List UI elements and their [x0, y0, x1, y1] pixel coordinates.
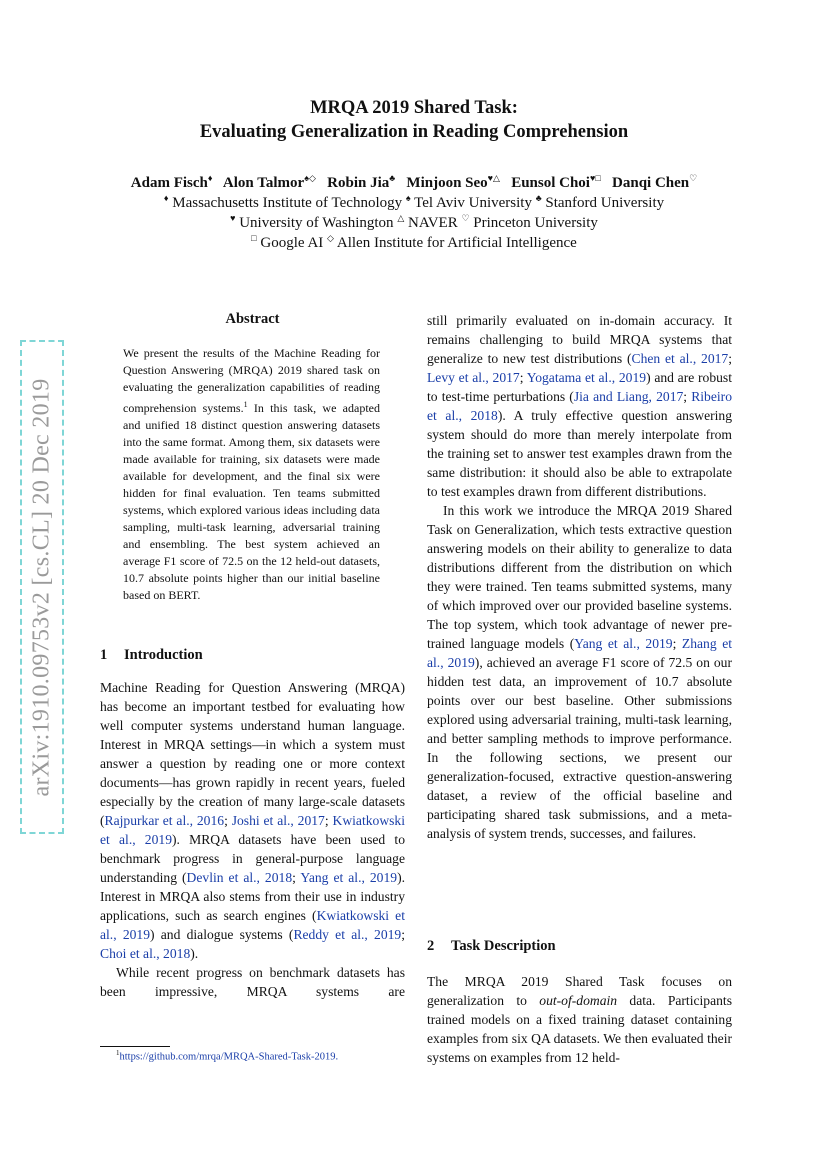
paper-title [0, 96, 828, 144]
citation-link[interactable]: Chen et al., 2017 [631, 351, 729, 366]
citation-link[interactable]: Jia and Liang, 2017 [573, 389, 684, 404]
citation-link[interactable]: Yang et al., 2019 [300, 870, 398, 885]
author: Adam Fisch♦ [130, 173, 213, 191]
citation-link[interactable]: Ribeiro et al., 2018 [427, 389, 732, 423]
intro-paragraph-1: Machine Reading for Question Answering (MRQA) has become an important testbed for evaluating how well computer systems understand human language. Interest in MRQA settings—in which a system must answer a question by reading one or more context documents—has grown rapidly in recent years, fueled especially by the creation of many large-scale datasets (Rajpurkar et al., 2016; Joshi et al., 2017; Kwiatkowski et al., 2019). MRQA datasets have been used to benchmark progress in general-purpose language understanding (Devlin et al., 2018; Yang et al., 2019). Interest in MRQA also stems from their use in industry applications, such as search engines (Kwiatkowski et al., 2019) and dialogue systems (Reddy et al., 2019; Choi et al., 2018). [100, 680, 405, 961]
author: Minjoon Seo♥△ [406, 173, 500, 191]
intro-paragraph-3: In this work we introduce the MRQA 2019 Shared Task on Generalization, which tests extractive question answering models on their ability to generalize to data distributions different from the distribution on which they were trained. Ten teams submitted systems, many of which improved over our provided baseline systems. The top system, which took advantage of newer pre-trained language models (Yang et al., 2019; Zhang et al., 2019), achieved an average F1 score of 72.5 on our hidden test data, an improvement of 10.7 absolute points over our best baseline. Other submissions explored using adversarial training, multi-task learning, and better sampling methods to improve performance. In the following sections, we present our generalization-focused, extractive question-answering dataset, a review of the official baseline and participating shared task submissions, and a meta-analysis of system trends, successes, and failures. [427, 503, 733, 841]
citation-link[interactable]: Yang et al., 2019 [574, 636, 673, 651]
citation-link[interactable]: Joshi et al., 2017 [231, 813, 325, 828]
title-line-1: MRQA 2019 Shared Task: [310, 98, 518, 118]
citation-link[interactable]: Yogatama et al., 2019 [526, 370, 647, 385]
abstract-heading: Abstract [225, 311, 280, 327]
section-heading-introduction: 1 Introduction [100, 647, 203, 663]
footnote-link[interactable]: https://github.com/mrqa/MRQA-Shared-Task-2019. [119, 1051, 339, 1063]
citation-link[interactable]: Choi et al., 2018 [100, 946, 191, 961]
title-line-2: Evaluating Generalization in Reading Comprehension [199, 122, 629, 142]
citation-link[interactable]: Reddy et al., 2019 [293, 927, 402, 942]
section-heading-task-description: 2 Task Description [427, 938, 556, 954]
citation-link[interactable]: Kwiatkowski et al., 2019 [100, 908, 405, 942]
footnote-mark: 1 [243, 400, 248, 409]
citation-link[interactable]: Kwiatkowski et al., 2019 [100, 813, 405, 847]
author: Danqi Chen♡ [612, 173, 698, 191]
citation-link[interactable]: Zhang et al., 2019 [427, 636, 733, 670]
affiliations-line-2: ♥ University of Washington △ NAVER ♡ Princeton University [230, 213, 598, 231]
intro-paragraph-2-cont: still primarily evaluated on in-domain accuracy. It remains challenging to build MRQA systems that generalize to new test distributions (Chen et al., 2017; Levy et al., 2017; Yogatama et al., 2019) and are robust to test-time perturbations (Jia and Liang, 2017; Ribeiro et al., 2018). A truly effective question answering system should do more than merely interpolate from the training set to answer test examples drawn from the same distribution: it should also be able to extrapolate to test examples drawn from different distributions. [427, 313, 733, 499]
affiliations-line-1: ♦ Massachusetts Institute of Technology ♠ Tel Aviv University ♣ Stanford University [163, 193, 665, 211]
author: Alon Talmor♠◇ [222, 173, 316, 191]
author: Eunsol Choi♥□ [511, 173, 601, 191]
author-list [0, 173, 828, 192]
author: Robin Jia♣ [327, 173, 396, 191]
citation-link[interactable]: Rajpurkar et al., 2016 [104, 813, 225, 828]
affiliations-line-3: □ Google AI ◇ Allen Institute for Artificial Intelligence [251, 233, 577, 251]
right-column-text [427, 311, 732, 843]
task-paragraph-1: The MRQA 2019 Shared Task focuses on generalization to out-of-domain data. Participants trained models on a fixed training dataset containing examples from six QA datasets. We then evaluated their systems on examples from 12 held- [427, 974, 732, 1065]
citation-link[interactable]: Levy et al., 2017 [427, 370, 520, 385]
citation-link[interactable]: Devlin et al., 2018 [186, 870, 293, 885]
abstract-body: We present the results of the Machine Reading for Question Answering (MRQA) 2019 shared task on evaluating the generalization capabilities of reading comprehension systems.$^1$ In this task, we adapted and unified 18 distinct question answering datasets into the same format. Among them, six datasets were made available for training, six datasets were made available for development, and the final six were hidden for final evaluation. Ten teams submitted systems, which explored various ideas including data sampling, multi-task learning, adversarial training and ensembling. The best system achieved an average F1 score of 72.5 on the 12 held-out datasets, 10.7 absolute points higher than our initial baseline based on BERT. [123, 346, 380, 602]
footnote: $^1$https://github.com/mrqa/MRQA-Shared-Task-2019. [116, 1049, 339, 1063]
arxiv-stamp-text: arXiv:1910.09753v2 [cs.CL] 20 Dec 2019 [28, 378, 55, 796]
arxiv-stamp [20, 340, 64, 834]
task-description-text [427, 972, 732, 1067]
left-column-text [100, 678, 405, 1001]
footnote-rule [100, 1046, 170, 1047]
intro-paragraph-2-start: While recent progress on benchmark datasets has been impressive, MRQA systems are [100, 965, 405, 999]
